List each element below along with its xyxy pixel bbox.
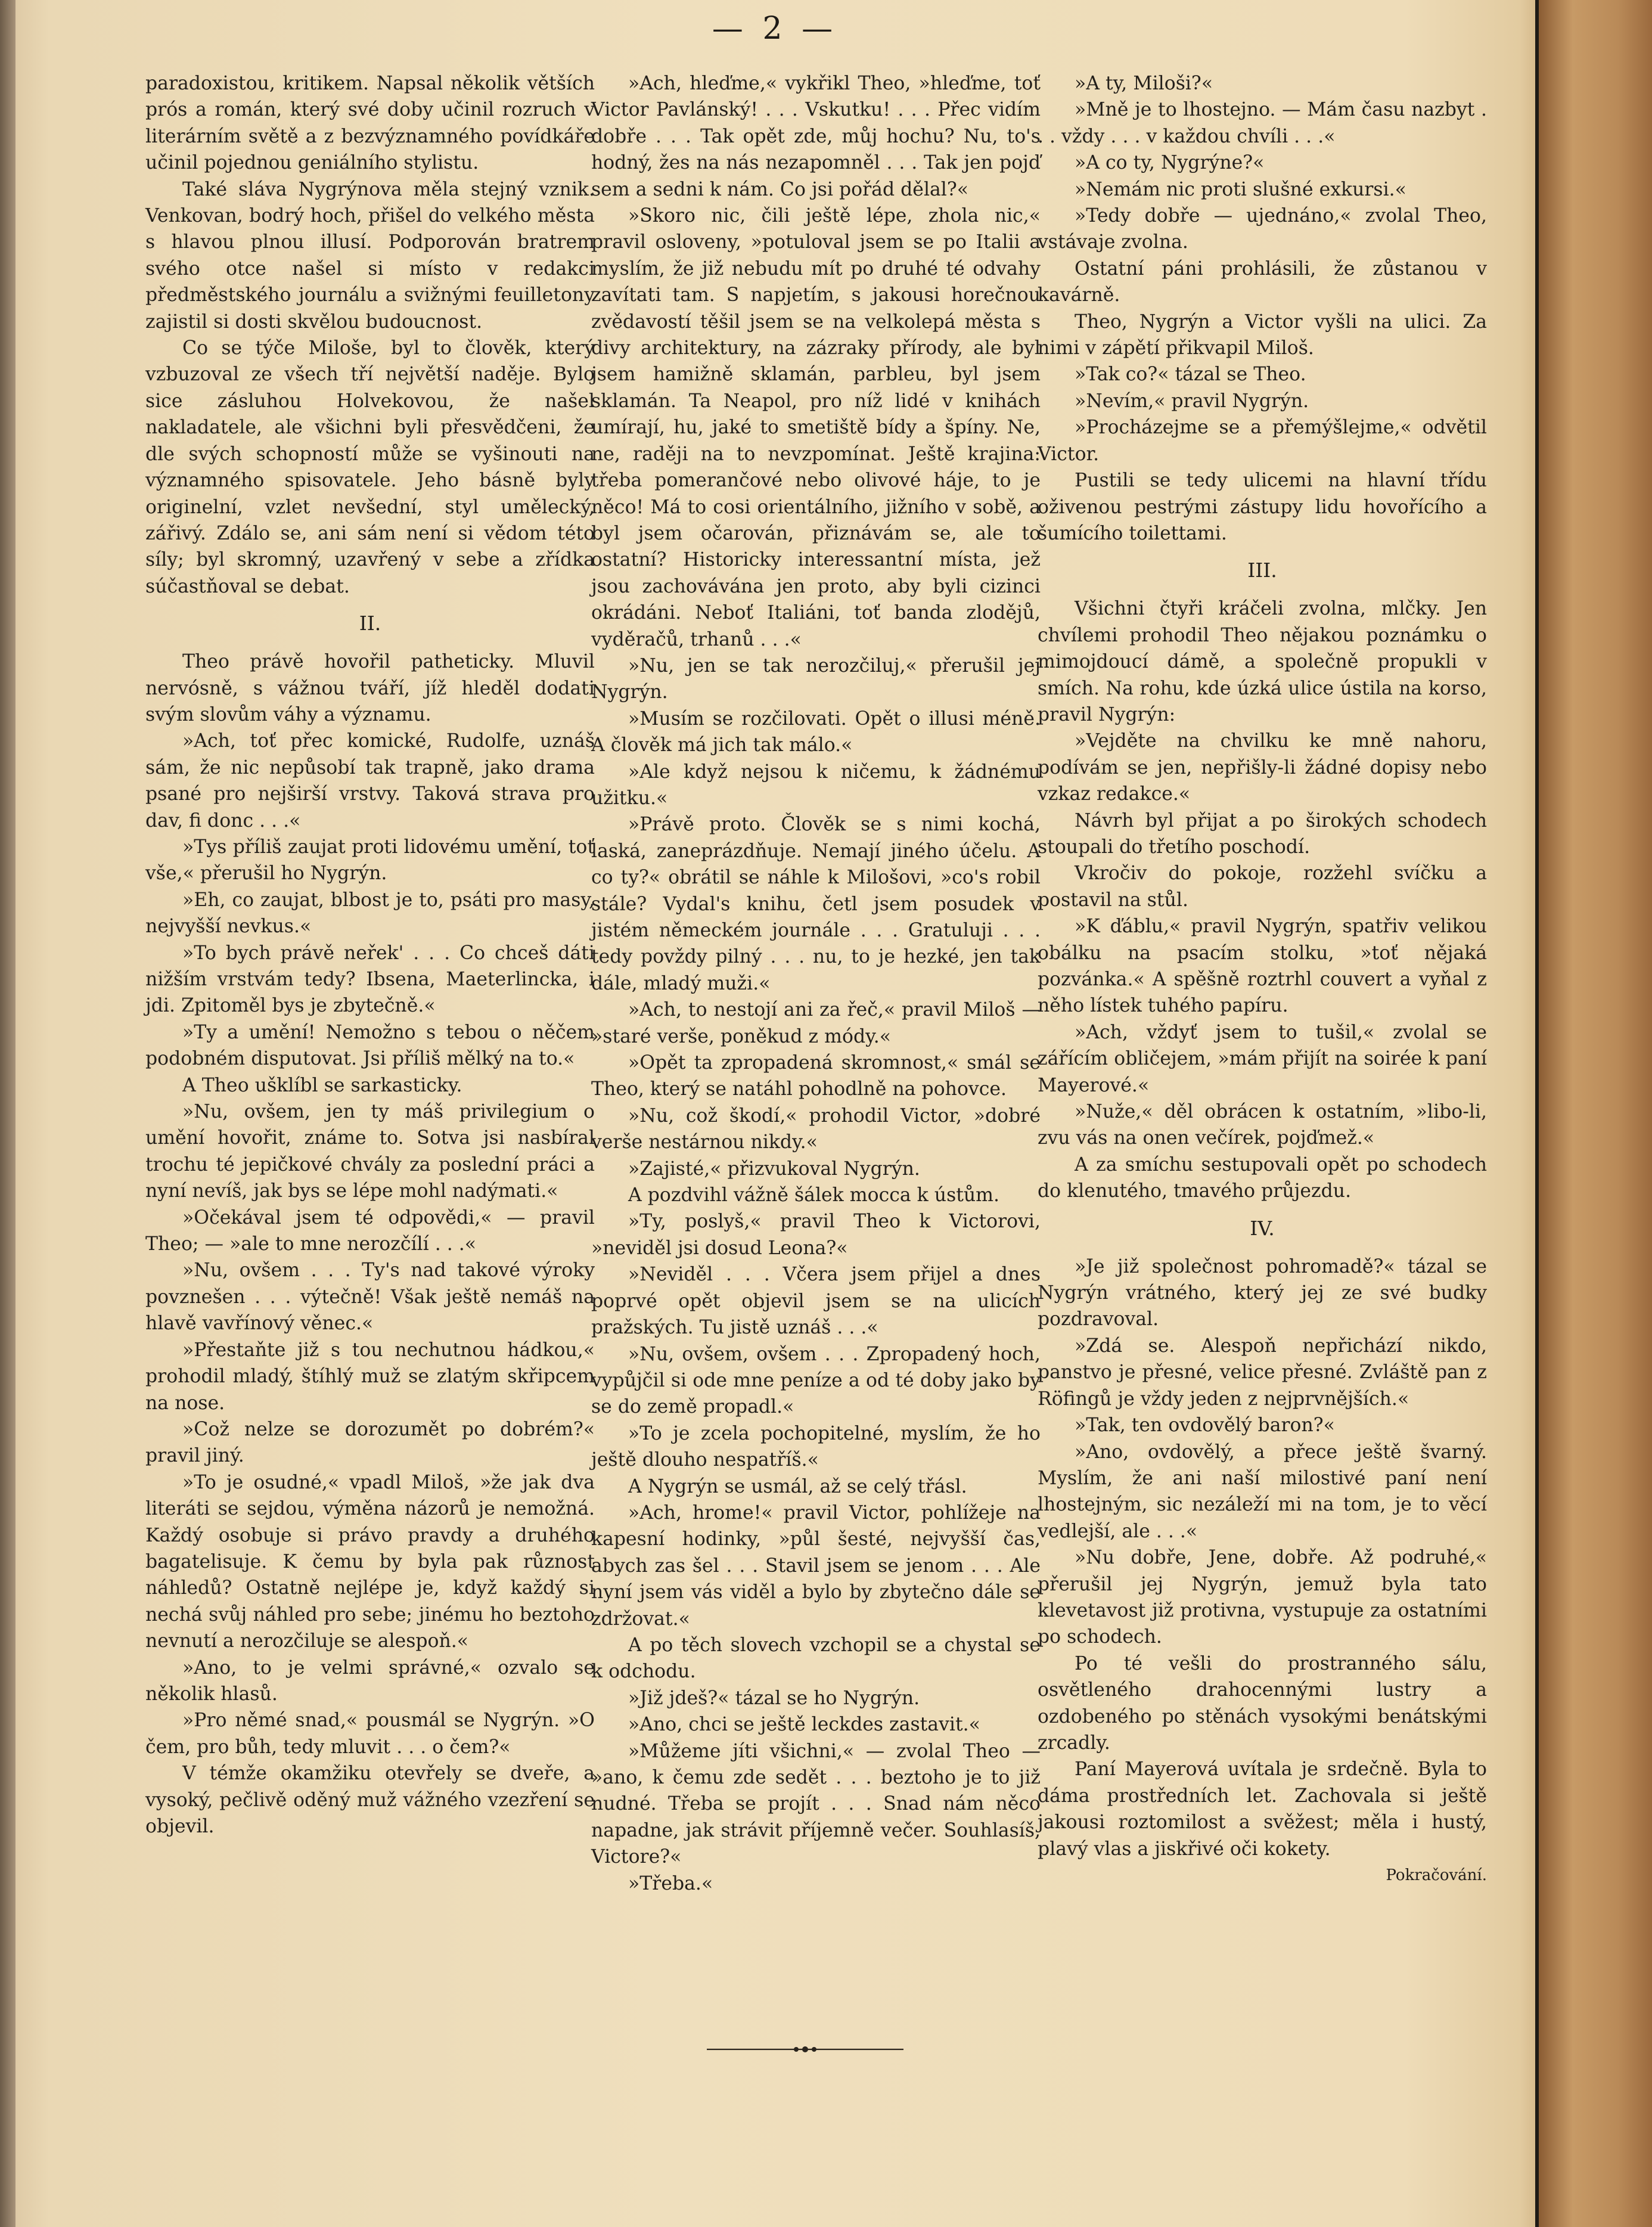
page-number: — 2 —	[712, 11, 838, 46]
paragraph: »Musím se rozčilovati. Opět o illusi méně. A člověk má jich tak málo.«	[591, 708, 1041, 756]
paragraph: »Nemám nic proti slušné exkursi.«	[1075, 178, 1406, 200]
paragraph: »Nevím,« pravil Nygrýn.	[1075, 390, 1309, 412]
paragraph: »Zajisté,« přizvukoval Nygrýn.	[628, 1158, 920, 1180]
paragraph: »K ďáblu,« pravil Nygrýn, spatřiv velikou obálku na psacím stolku, »toť nějaká pozvánka.« A spěšně roztrhl couvert a vyňal z něho lístek tuhého papíru.	[1038, 916, 1487, 1017]
paragraph: »Právě proto. Člověk se s nimi kochá, laská, zaneprázdňuje. Nemají jiného účelu. A co ty?« obrátil se náhle k Milošovi, »co's robil stále? Vydal's knihu, četl jsem posudek v jistém německém journále . . . Gratuluji . . . tedy povždy pilný . . . nu, to je hezké, jen tak dále, mladý muži.«	[591, 814, 1041, 994]
paragraph: »Ale když nejsou k ničemu, k žádnému užitku.«	[591, 761, 1041, 809]
paragraph: Co se týče Miloše, byl to člověk, který vzbuzoval ze všech tří největší naděje. Bylo sice zásluhou Holvekovou, že našel nakladatele, ale všichni byli přesvědčeni, že dle svých schopností může se vyšinouti na významného spisovatele. Jeho básně byly originelní, vzlet nevšední, styl umělecký, zářivý. Zdálo se, ani sám není si vědom této síly; byl skromný, uzavřený v sebe a zřídka súčastňoval se debat.	[145, 337, 595, 597]
paragraph: »Zdá se. Alespoň nepřichází nikdo, panstvo je přesné, velice přesné. Zvláště pan z Röfingů je vždy jeden z nejprvnějších.«	[1038, 1335, 1487, 1410]
paragraph: »Ty a umění! Nemožno s tebou o něčem podobném disputovat. Jsi příliš mělký na to.«	[145, 1021, 595, 1070]
paragraph: »Ano, chci se ještě leckdes zastavit.«	[628, 1714, 980, 1736]
paragraph: »Ano, to je velmi správné,« ozvalo se několik hlasů.	[145, 1657, 595, 1705]
paragraph: A po těch slovech vzchopil se a chystal se k odchodu.	[591, 1634, 1041, 1683]
paragraph: Theo, Nygrýn a Victor vyšli na ulici. Za nimi v zápětí přikvapil Miloš.	[1038, 311, 1487, 359]
paragraph: »Což nelze se dorozumět po dobrém?« pravil jiný.	[145, 1418, 595, 1467]
paragraph: »Ach, to nestojí ani za řeč,« pravil Miloš — »staré verše, poněkud z módy.«	[591, 999, 1041, 1047]
paragraph: »Je již společnost pohromadě?« tázal se Nygrýn vrátného, který jej ze své budky pozdravoval.	[1038, 1255, 1487, 1330]
paragraph: V témže okamžiku otevřely se dveře, a vysoký, pečlivě oděný muž vážného vzezření se objevil.	[145, 1763, 595, 1837]
paragraph: »Třeba.«	[628, 1872, 713, 1894]
paragraph: »Tedy dobře — ujednáno,« zvolal Theo, vstávaje zvolna.	[1038, 205, 1487, 253]
paragraph: »Nu, což škodí,« prohodil Victor, »dobré verše nestárnou nikdy.«	[591, 1105, 1041, 1153]
paragraph: Ostatní páni prohlásili, že zůstanou v kavárně.	[1038, 258, 1487, 306]
paragraph: »Nu, ovšem, jen ty máš privilegium o umění hovořit, známe to. Sotva jsi nasbíral trochu té jepičkové chvály za poslední práci a nyní nevíš, jak bys se lépe mohl nadýmati.«	[145, 1101, 595, 1202]
paragraph: »Nu, jen se tak nerozčiluj,« přerušil jej Nygrýn.	[591, 655, 1041, 703]
paragraph: Po té vešli do prostranného sálu, osvětleného drahocennými lustry a ozdobeného po stěnách vysokými benátskými zrcadly.	[1038, 1652, 1487, 1754]
paragraph: »Ach, toť přec komické, Rudolfe, uznáš sám, že nic nepůsobí tak trapně, jako drama psané pro nejširší vrstvy. Taková strava pro dav, fi donc . . .«	[145, 730, 595, 832]
paragraph: »Procházejme se a přemýšlejme,« odvětil Victor.	[1038, 417, 1487, 465]
paragraph: »Ach, hleďme,« vykřikl Theo, »hleďme, toť Victor Pavlánský! . . . Vskutku! . . . Přec vidím dobře . . . Tak opět zde, můj hochu? Nu, to's hodný, žes na nás nezapomněl . . . Tak jen pojď sem a sedni k nám. Co jsi pořád dělal?«	[591, 73, 1041, 200]
paragraph: »To je osudné,« vpadl Miloš, »že jak dva literáti se sejdou, výměna názorů je nemožná. Každý osobuje si právo pravdy a druhého bagatelisuje. K čemu by byla pak různost náhledů? Ostatně nejlépe je, když každý si nechá svůj náhled pro sebe; jinému ho beztoho nevnutí a nerozčiluje se alespoň.«	[145, 1471, 595, 1652]
paragraph: »Tys příliš zaujat proti lidovému umění, toť vše,« přerušil ho Nygrýn.	[145, 836, 595, 885]
paragraph: »Opět ta zpropadená skromnost,« smál se Theo, který se natáhl pohodlně na pohovce.	[591, 1052, 1041, 1100]
paragraph: Návrh byl přijat a po širokých schodech stoupali do třetího poschodí.	[1038, 809, 1487, 858]
paragraph: »Již jdeš?« tázal se ho Nygrýn.	[628, 1687, 920, 1709]
paragraph: »Ano, ovdovělý, a přece ještě švarný. Myslím, že ani naší milostivé paní není lhostejným, sic nezáleží mi na tom, je to věcí vedlejší, ale . . .«	[1038, 1441, 1487, 1542]
paragraph: »Nu, ovšem . . . Ty's nad takové výroky povznešen . . . výtečně! Však ještě nemáš na hlavě vavřínový věnec.«	[145, 1260, 595, 1335]
paragraph: »To bych právě neřek' . . . Co chceš dáti nižším vrstvám tedy? Ibsena, Maeterlincka, i jdi. Zpitoměl bys je zbytečně.«	[145, 942, 595, 1017]
paragraph: »Neviděl . . . Včera jsem přijel a dnes poprvé opět objevil jsem se na ulicích pražských. Tu jistě uznáš . . .«	[591, 1264, 1041, 1339]
continuation-note: Pokračování.	[1386, 1866, 1487, 1884]
paragraph: »Eh, co zaujat, blbost je to, psáti pro masy, nejvyšší nevkus.«	[145, 889, 595, 938]
text-column-1	[145, 70, 595, 1840]
paragraph: »Skoro nic, čili ještě lépe, zhola nic,« pravil osloveny, »potuloval jsem se po Italii a myslím, že již nebudu mít po druhé té odvahy zavítati tam. S napjetím, s jakousi horečnou zvědavostí těšil jsem se na velkolepá města s divy architektury, na zázraky přírody, ale byl jsem hamižně sklamán, parbleu, byl jsem sklamán. Ta Neapol, pro níž lidé v knihách umírají, hu, jaké to smetiště bídy a špíny. Ne, ne, raději na to nevzpomínat. Ještě krajina: třeba pomerančové nebo olivové háje, to je něco! Má to cosi orientálního, jižního v sobě, a byl jsem očarován, přiznávám se, ale to ostatní? Historicky interessantní místa, jež jsou zachovávána jen proto, aby byli cizinci okrádáni. Neboť Italiáni, toť banda zlodějů, vyděračů, trhanů . . .«	[591, 205, 1041, 650]
paragraph: »A co ty, Nygrýne?«	[1075, 152, 1265, 174]
binding-edge	[0, 0, 15, 2227]
paragraph: paradoxistou, kritikem. Napsal několik větších prós a román, který své doby učinil rozruch v literárním světě a z bezvýznamného povídkáře učinil pojednou geniálního stylistu.	[145, 73, 595, 174]
paragraph: Paní Mayerová uvítala je srdečně. Byla to dáma prostředních let. Zachovala si ještě jakousi roztomilost a svěžest; měla i hustý, plavý vlas a jiskřivé oči kokety.	[1038, 1758, 1487, 1860]
paragraph: »Přestaňte již s tou nechutnou hádkou,« prohodil mladý, štíhlý muž se zlatým skřipcem na nose.	[145, 1339, 595, 1414]
paragraph: »Tak co?« tázal se Theo.	[1075, 364, 1306, 386]
paragraph: A pozdvihl vážně šálek mocca k ústům.	[628, 1184, 1000, 1206]
paragraph: »Ach, hrome!« pravil Victor, pohlížeje na kapesní hodinky, »půl šesté, nejvyšší čas, abych zas šel . . . Stavil jsem se jenom . . . Ale nyní jsem vás viděl a bylo by zbytečno dále se zdržovat.«	[591, 1502, 1041, 1630]
text-column-3	[1038, 70, 1487, 1888]
paragraph: »Ach, vždyť jsem to tušil,« zvolal se zářícím obličejem, »mám přijít na soirée k paní Mayerové.«	[1038, 1021, 1487, 1096]
text-column-2	[591, 70, 1041, 1897]
paragraph: Theo právě hovořil patheticky. Mluvil nervósně, s vážnou tváří, jíž hleděl dodati svým slovům váhy a významu.	[145, 651, 595, 725]
paragraph: Všichni čtyři kráčeli zvolna, mlčky. Jen chvílemi prohodil Theo nějakou poznámku o mimojdoucí dámě, a společně propukli v smích. Na rohu, kde úzká ulice ústila na korso, pravil Nygrýn:	[1038, 598, 1487, 725]
paragraph: A Nygrýn se usmál, až se celý třásl.	[628, 1475, 967, 1497]
paragraph: Pustili se tedy ulicemi na hlavní třídu oživenou pestrými zástupy lidu hovořícího a šumícího toilettami.	[1038, 470, 1487, 544]
paragraph: Vkročiv do pokoje, rozžehl svíčku a postavil na stůl.	[1038, 863, 1487, 911]
paragraph: Také sláva Nygrýnova měla stejný vznik. Venkovan, bodrý hoch, přišel do velkého města s hlavou plnou illusí. Podporován bratrem svého otce našel si místo v redakci předměstského journálu a svižnými feuilletony zajistil si dosti skvělou budoucnost.	[145, 178, 595, 333]
paragraph: A Theo ušklíbl se sarkasticky.	[182, 1074, 462, 1096]
paragraph: »A ty, Miloši?«	[1075, 73, 1213, 94]
paragraph: »Nu, ovšem, ovšem . . . Zpropadený hoch, vypůjčil si ode mne peníze a od té doby jako by se do země propadl.«	[591, 1343, 1041, 1418]
paragraph: A za smíchu sestupovali opět po schodech do klenutého, tmavého průjezdu.	[1038, 1153, 1487, 1202]
paragraph: »Nuže,« děl obrácen k ostatním, »libo-li, zvu vás na onen večírek, pojďmež.«	[1038, 1101, 1487, 1149]
paragraph: »Očekával jsem té odpovědi,« — pravil Theo; — »ale to mne nerozčílí . . .«	[145, 1206, 595, 1255]
paragraph: »Tak, ten ovdovělý baron?«	[1075, 1415, 1335, 1437]
paragraph: »Vejděte na chvilku ke mně nahoru, podívám se jen, nepřišly-li žádné dopisy nebo vzkaz redakce.«	[1038, 730, 1487, 805]
adjacent-page-edge	[1539, 0, 1652, 2227]
end-ornament	[707, 2043, 903, 2055]
section-heading: IV.	[1250, 1216, 1275, 1240]
section-heading: III.	[1247, 559, 1277, 582]
paragraph: »Nu dobře, Jene, dobře. Až podruhé,« přerušil jej Nygrýn, jemuž byla tato klevetavost již protivna, vystupuje za ostatními po schodech.	[1038, 1547, 1487, 1648]
paragraph: »To je zcela pochopitelné, myslím, že ho ještě dlouho nespatříš.«	[591, 1422, 1041, 1471]
paragraph: »Můžeme jíti všichni,« — zvolal Theo — »ano, k čemu zde sedět . . . beztoho je to již nudné. Třeba se projít . . . Snad nám něco napadne, jak strávit příjemně večer. Souhlasíš, Victore?«	[591, 1740, 1041, 1868]
paragraph: »Ty, poslyš,« pravil Theo k Victorovi, »neviděl jsi dosud Leona?«	[591, 1211, 1041, 1259]
paragraph: »Mně je to lhostejno. — Mám času nazbyt . . . vždy . . . v každou chvíli . . .«	[1038, 99, 1487, 147]
paragraph: »Pro němé snad,« pousmál se Nygrýn. »O čem, pro bůh, tedy mluvit . . . o čem?«	[145, 1710, 595, 1758]
section-heading: II.	[359, 612, 381, 635]
